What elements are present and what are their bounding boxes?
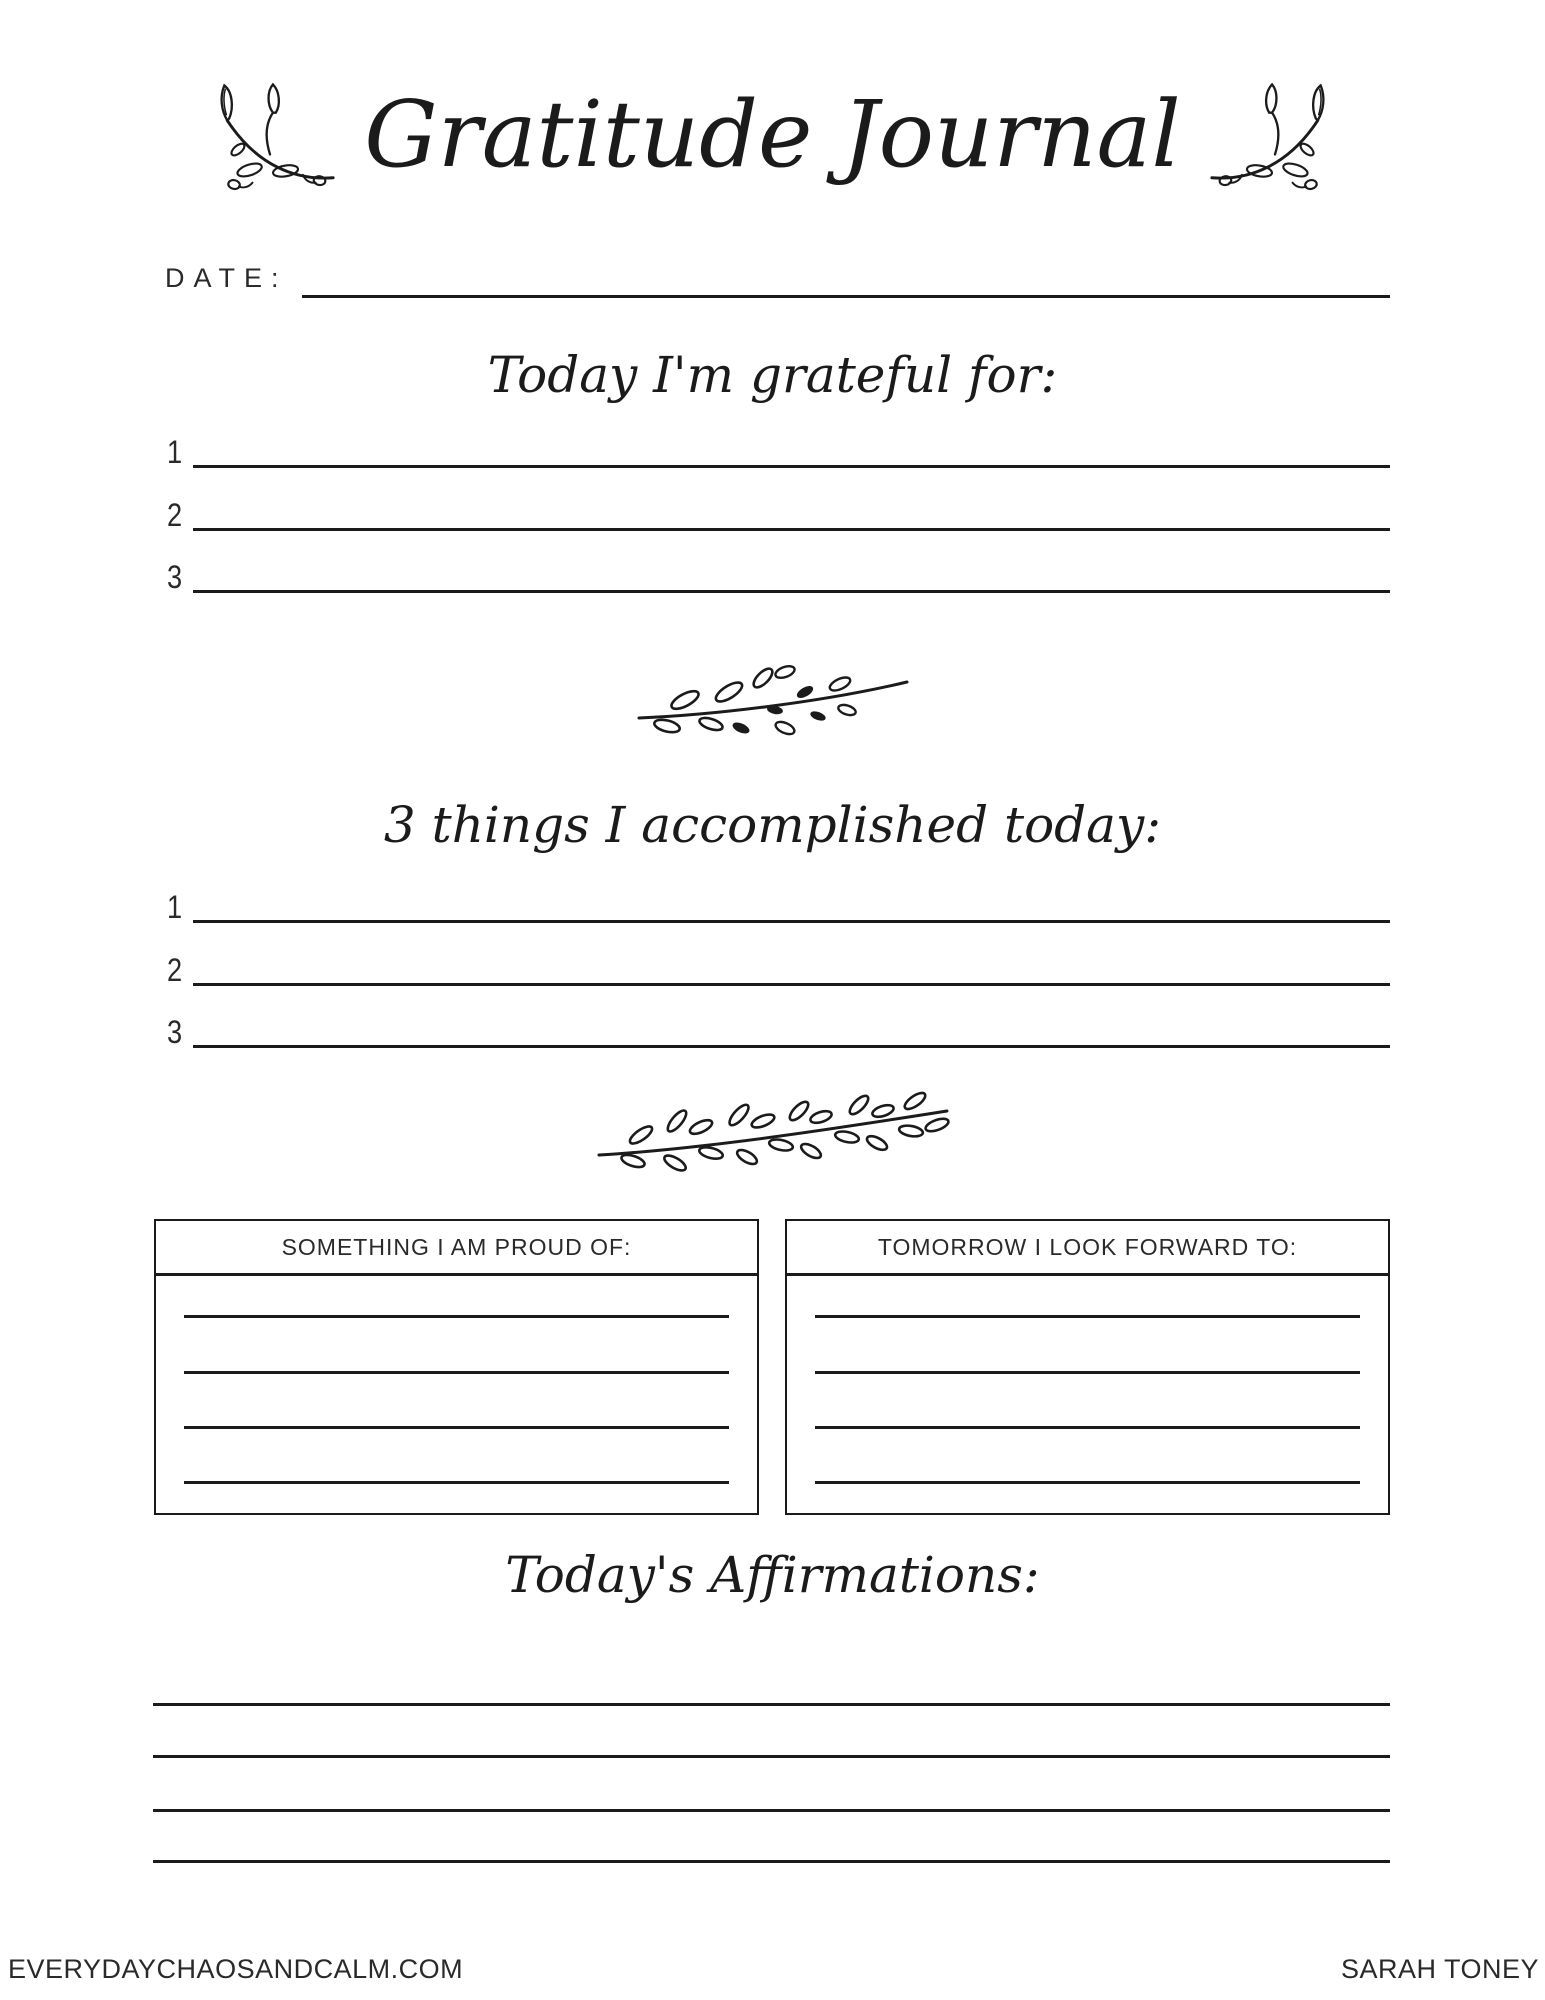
writing-line [184, 1371, 729, 1374]
page-header [0, 52, 1545, 217]
grateful-row-1 [167, 428, 1390, 468]
row-number: 1 [167, 434, 183, 470]
grateful-row-2 [167, 491, 1390, 531]
row-number: 1 [167, 889, 183, 925]
accomplished-row-3 [167, 1008, 1390, 1048]
proud-box [154, 1219, 759, 1515]
long-branch-divider-icon [593, 1085, 953, 1173]
row-number: 2 [167, 497, 183, 533]
date-label: DATE: [165, 263, 288, 293]
tomorrow-box [785, 1219, 1390, 1515]
writing-line [153, 1755, 1390, 1758]
writing-line [815, 1426, 1360, 1429]
date-writing-line [302, 258, 1390, 298]
writing-line [193, 528, 1390, 531]
floral-sprig-right-icon [1207, 76, 1343, 194]
date-row [165, 258, 1390, 298]
accomplished-row-1 [167, 883, 1390, 923]
writing-line [153, 1703, 1390, 1706]
writing-line [815, 1371, 1360, 1374]
writing-line [193, 465, 1390, 468]
tomorrow-box-heading: TOMORROW I LOOK FORWARD TO: [787, 1221, 1388, 1276]
writing-line [815, 1481, 1360, 1484]
accomplished-row-2 [167, 946, 1390, 986]
writing-line [193, 1045, 1390, 1048]
row-number: 2 [167, 952, 183, 988]
affirmations-heading: Today's Affirmations: [505, 1546, 1040, 1604]
row-number: 3 [167, 1014, 183, 1050]
writing-line [815, 1315, 1360, 1318]
footer-website: EVERYDAYCHAOSANDCALM.COM [8, 1954, 464, 1984]
writing-line [184, 1481, 729, 1484]
writing-line [153, 1860, 1390, 1863]
row-number: 3 [167, 559, 183, 595]
branch-divider-icon [633, 658, 913, 740]
proud-box-heading: SOMETHING I AM PROUD OF: [156, 1221, 757, 1276]
footer-author: SARAH TONEY [1340, 1954, 1539, 1984]
grateful-row-3 [167, 553, 1390, 593]
writing-line [193, 983, 1390, 986]
writing-line [193, 590, 1390, 593]
accomplished-heading: 3 things I accomplished today: [383, 796, 1162, 854]
page-title: Gratitude Journal [364, 80, 1181, 188]
floral-sprig-left-icon [202, 76, 338, 194]
writing-line [193, 920, 1390, 923]
writing-line [184, 1315, 729, 1318]
writing-line [153, 1809, 1390, 1812]
grateful-heading: Today I'm grateful for: [487, 346, 1058, 404]
writing-line [184, 1426, 729, 1429]
